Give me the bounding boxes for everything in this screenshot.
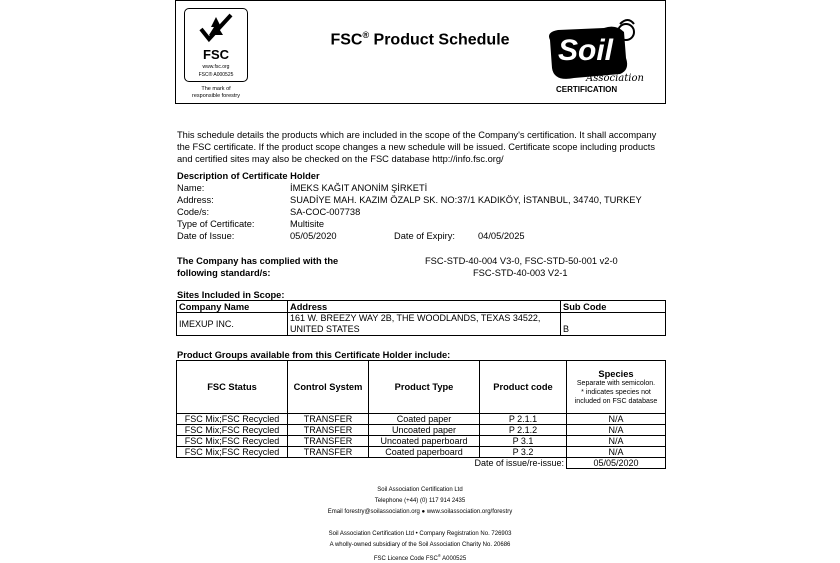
fsc-logo-code: FSC® A000525 xyxy=(198,72,234,78)
footer-line-3: Email forestry@soilassociation.org ● www.soilassociation.org/forestry xyxy=(327,509,513,515)
title-sup: ® xyxy=(362,30,370,40)
species-title: Species xyxy=(598,368,634,379)
col-product-code: Product code xyxy=(480,361,567,414)
sites-heading: Sites Included in Scope: xyxy=(177,290,285,300)
row-species: N/A xyxy=(567,436,666,447)
holder-heading: Description of Certificate Holder xyxy=(177,171,320,181)
species-note-1: Separate with semicolon. xyxy=(576,379,656,387)
fsc-mark-caption xyxy=(180,86,252,100)
products-table xyxy=(176,360,666,469)
footer-line-5: A wholly-owned subsidiary of the Soil Association Charity No. 20686 xyxy=(329,542,511,548)
site-address-line-1: 161 W. BREEZY WAY 2B, THE WOODLANDS, TEXAS 34522, xyxy=(290,313,541,323)
standards-line-1: FSC-STD-40-004 V3-0, FSC-STD-50-001 v2-0 xyxy=(425,256,618,266)
row-control: TRANSFER xyxy=(288,447,369,458)
footer-line-6 xyxy=(260,552,580,563)
row-control: TRANSFER xyxy=(288,425,369,436)
table-row xyxy=(177,436,666,447)
products-header-row xyxy=(177,361,666,414)
type-label: Type of Certificate: xyxy=(177,219,255,229)
code-label: Code/s: xyxy=(177,207,210,217)
table-row xyxy=(177,425,666,436)
col-fsc-status: FSC Status xyxy=(177,361,288,414)
footer-licence-text: FSC Licence Code FSC xyxy=(373,556,438,562)
soil-logo-cert: CERTIFICATION xyxy=(556,85,618,94)
fsc-logo-brand: FSC xyxy=(203,47,229,62)
issue-value: 05/05/2020 xyxy=(290,231,337,241)
row-type: Coated paperboard xyxy=(369,447,480,458)
row-species: N/A xyxy=(567,447,666,458)
col-product-type: Product Type xyxy=(369,361,480,414)
col-address: Address xyxy=(288,301,561,313)
address-label: Address: xyxy=(177,195,214,205)
row-status: FSC Mix;FSC Recycled xyxy=(177,425,288,436)
address-value: SUADİYE MAH. KAZIM ÖZALP SK. NO:37/1 KADIKÖY, İSTANBUL, 34740, TURKEY xyxy=(290,195,642,205)
row-code: P 3.2 xyxy=(480,447,567,458)
intro-text: This schedule details the products which are included in the scope of the Company's certification. It shall accompany the FSC certificate. If the product scope changes a new schedule will be issued. Certificate scope including products and certified sites may also be checked on the FSC database http://info.fsc.org/ xyxy=(177,130,657,164)
sites-header-row xyxy=(177,301,666,313)
row-status: FSC Mix;FSC Recycled xyxy=(177,414,288,425)
fsc-logo-url: www.fsc.org xyxy=(202,64,230,70)
row-code: P 3.1 xyxy=(480,436,567,447)
title-main: FSC xyxy=(330,31,363,49)
reissue-row xyxy=(177,458,666,469)
sites-table xyxy=(176,300,666,336)
site-address xyxy=(288,313,561,336)
table-row xyxy=(177,313,666,336)
row-species: N/A xyxy=(567,414,666,425)
site-sub-code: B xyxy=(561,313,666,336)
type-value: Multisite xyxy=(290,219,325,229)
col-control-system: Control System xyxy=(288,361,369,414)
row-control: TRANSFER xyxy=(288,414,369,425)
fsc-logo xyxy=(184,8,248,82)
soil-association-logo xyxy=(544,18,644,98)
row-type: Uncoated paperboard xyxy=(369,436,480,447)
expiry-value: 04/05/2025 xyxy=(478,231,525,241)
site-company: IMEXUP INC. xyxy=(177,313,288,336)
species-note-3: included on FSC database xyxy=(574,397,658,405)
soil-logo-word: Soil xyxy=(558,34,614,67)
fsc-tree-check-icon xyxy=(199,13,233,45)
title-rest: Product Schedule xyxy=(369,31,510,49)
footer-licence-code: A000525 xyxy=(440,556,467,562)
name-value: İMEKS KAĞIT ANONİM ŞİRKETİ xyxy=(290,183,428,193)
row-control: TRANSFER xyxy=(288,436,369,447)
row-type: Uncoated paper xyxy=(369,425,480,436)
footer-line-2: Telephone (+44) (0) 117 914 2435 xyxy=(374,498,466,504)
standards-label-1: The Company has complied with the xyxy=(177,256,339,266)
mark-line-2: responsible forestry xyxy=(192,93,240,99)
footer-line-1: Soil Association Certification Ltd xyxy=(377,487,463,493)
species-note-2: * indicates species not xyxy=(581,388,651,396)
table-row xyxy=(177,447,666,458)
standards-line-2: FSC-STD-40-003 V2-1 xyxy=(473,268,568,278)
row-status: FSC Mix;FSC Recycled xyxy=(177,447,288,458)
standards-label-2: following standard/s: xyxy=(177,268,271,278)
row-species: N/A xyxy=(567,425,666,436)
soil-logo-sub: Association xyxy=(586,73,644,84)
row-status: FSC Mix;FSC Recycled xyxy=(177,436,288,447)
reissue-value: 05/05/2020 xyxy=(567,458,666,469)
code-value: SA-COC-007738 xyxy=(290,207,361,217)
row-code: P 2.1.2 xyxy=(480,425,567,436)
name-label: Name: xyxy=(177,183,205,193)
expiry-label: Date of Expiry: xyxy=(394,231,455,241)
col-company-name: Company Name xyxy=(177,301,288,313)
col-species xyxy=(567,361,666,414)
site-address-line-2: UNITED STATES xyxy=(290,324,360,334)
page-title xyxy=(260,30,580,49)
reissue-label: Date of issue/re-issue: xyxy=(474,458,564,469)
mark-line-1: The mark of xyxy=(201,86,231,92)
issue-label: Date of Issue: xyxy=(177,231,235,241)
col-sub-code: Sub Code xyxy=(561,301,666,313)
table-row xyxy=(177,414,666,425)
row-code: P 2.1.1 xyxy=(480,414,567,425)
footer-licence-sup: ® xyxy=(437,553,441,558)
products-heading: Product Groups available from this Certificate Holder include: xyxy=(177,350,451,360)
row-type: Coated paper xyxy=(369,414,480,425)
footer-line-4: Soil Association Certification Ltd • Company Registration No. 726903 xyxy=(328,531,512,537)
